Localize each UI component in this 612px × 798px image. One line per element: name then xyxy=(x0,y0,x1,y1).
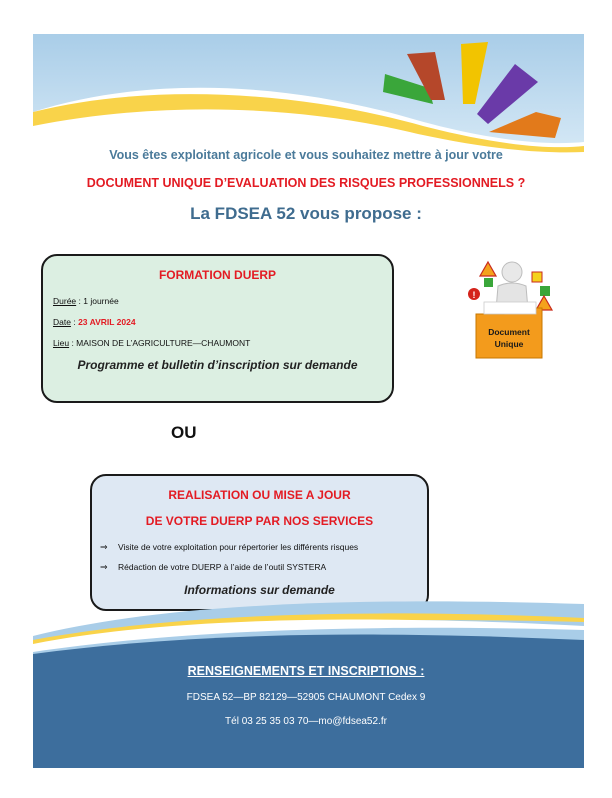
service-bullet xyxy=(100,542,358,553)
service-title-line2: DE VOTRE DUERP PAR NOS SERVICES xyxy=(145,514,374,528)
formation-duration xyxy=(53,296,119,306)
formation-note: Programme et bulletin d’inscription sur demande xyxy=(77,358,358,372)
service-bullet-text: Rédaction de votre DUERP à l’aide de l’outil SYSTERA xyxy=(118,562,327,572)
header-banner-art xyxy=(33,34,584,154)
intro-proposal-heading: La FDSEA 52 vous propose : xyxy=(190,204,422,223)
date-value: 23 AVRIL 2024 xyxy=(78,317,136,327)
formation-card xyxy=(41,254,394,403)
service-bullet-text: Visite de votre exploitation pour répertorier les différents risques xyxy=(118,542,359,552)
document-unique-illustration xyxy=(460,258,560,362)
footer-address: FDSEA 52—BP 82129—52905 CHAUMONT Cedex 9 xyxy=(186,692,426,703)
duration-label: Durée xyxy=(53,296,77,306)
footer-banner-art xyxy=(33,596,584,768)
formation-title: FORMATION DUERP xyxy=(158,268,277,282)
duration-value: : 1 journée xyxy=(76,296,119,306)
folder-label-line2: Unique xyxy=(494,339,524,349)
intro-document-title: DOCUMENT UNIQUE D’EVALUATION DES RISQUES PROFESSIONNELS ? xyxy=(86,176,526,190)
double-arrow-icon: ⇒ xyxy=(100,542,108,552)
safety-sign-icon xyxy=(484,278,493,287)
svg-text:!: ! xyxy=(472,290,476,300)
warning-sign-icon xyxy=(480,262,496,276)
location-value: : MAISON DE L’AGRICULTURE—CHAUMONT xyxy=(69,338,251,348)
date-separator: : xyxy=(70,317,79,327)
footer-contact: Tél 03 25 35 03 70—mo@fdsea52.fr xyxy=(225,716,387,727)
service-note: Informations sur demande xyxy=(184,583,335,597)
folder-label-line1: Document xyxy=(488,327,530,337)
intro-question-line: Vous êtes exploitant agricole et vous souhaitez mettre à jour votre xyxy=(109,148,503,162)
location-label: Lieu xyxy=(53,338,70,348)
double-arrow-icon: ⇒ xyxy=(100,562,108,572)
folder-paper xyxy=(484,302,536,314)
caution-sign-icon xyxy=(532,272,542,282)
formation-location xyxy=(53,338,250,348)
footer-title: RENSEIGNEMENTS ET INSCRIPTIONS : xyxy=(187,664,425,678)
person-head-icon xyxy=(502,262,522,282)
date-label: Date xyxy=(53,317,71,327)
or-separator: OU xyxy=(171,423,197,442)
first-aid-sign-icon xyxy=(540,286,550,296)
service-title-line1: REALISATION OU MISE A JOUR xyxy=(168,488,351,502)
service-bullet xyxy=(100,562,326,573)
service-card xyxy=(90,474,429,611)
formation-date xyxy=(53,317,136,327)
